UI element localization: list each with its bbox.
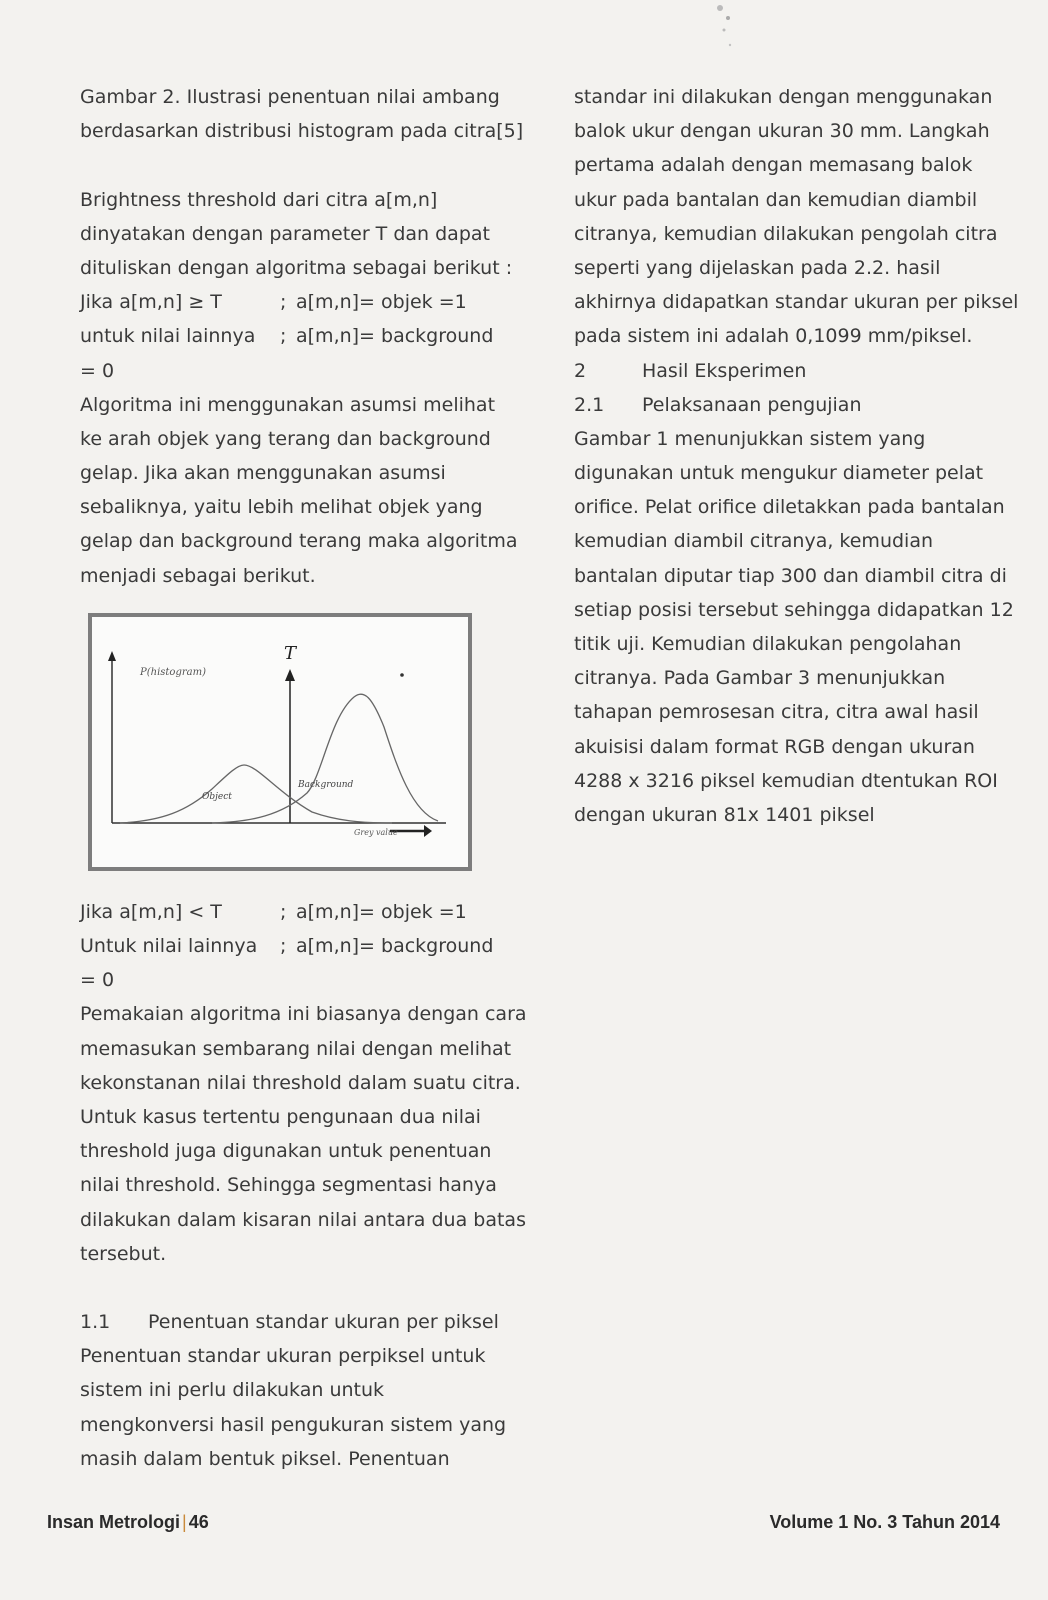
section-title: Hasil Eksperimen <box>642 359 807 382</box>
algo-rule <box>80 319 520 353</box>
section-number: 2 <box>574 359 587 382</box>
paragraph-3 <box>80 1339 520 1476</box>
text-line: pertama adalah dengan memasang balok <box>574 154 973 177</box>
y-axis-label: P(histogram) <box>140 666 206 678</box>
text-line: pada sistem ini adalah 0,1099 mm/piksel. <box>574 325 973 348</box>
rule-tail: = 0 <box>80 969 115 992</box>
section-heading-2-1 <box>574 388 1014 422</box>
text-line: tersebut. <box>80 1242 167 1265</box>
text-line: threshold juga digunakan untuk penentuan <box>80 1140 492 1163</box>
section-title: Penentuan standar ukuran per piksel <box>148 1311 499 1334</box>
rule-condition: untuk nilai lainnya <box>80 325 256 348</box>
caption-line: berdasarkan distribusi histogram pada citra[5] <box>80 120 524 143</box>
threshold-arrow-icon <box>285 669 295 681</box>
y-axis-arrow-icon <box>108 651 116 661</box>
algo-rule <box>80 285 520 319</box>
intro-paragraph <box>80 183 520 286</box>
histogram-diagram <box>92 617 468 867</box>
text-line: 4288 x 3216 piksel kemudian dtentukan ROI <box>574 769 998 792</box>
algorithm-1 <box>80 285 520 388</box>
text-line: standar ini dilakukan dengan menggunakan <box>574 86 993 108</box>
text-line: gelap dan background terang maka algoritma <box>80 530 518 553</box>
text-line: dengan ukuran 81x 1401 piksel <box>574 803 875 826</box>
text-line: ukur pada bantalan dan kemudian diambil <box>574 188 978 211</box>
scan-dust-mark <box>700 0 750 60</box>
rule-result: a[m,n]= background <box>296 325 494 348</box>
algo-rule <box>80 895 520 929</box>
rule-separator: ; <box>280 325 287 348</box>
journal-name: Insan Metrologi <box>47 1512 181 1532</box>
text-line: dinyatakan dengan parameter T dan dapat <box>80 222 490 245</box>
rule-separator: ; <box>280 291 287 314</box>
rule-separator: ; <box>280 935 287 957</box>
figure-frame <box>88 613 472 871</box>
text-line: Brightness threshold dari citra a[m,n] <box>80 188 438 211</box>
text-line: Gambar 1 menunjukkan sistem yang <box>574 427 926 450</box>
text-line: orifice. Pelat orifice diletakkan pada bantalan <box>574 496 1005 519</box>
rule-result: a[m,n]= objek =1 <box>296 900 467 923</box>
rule-condition: Untuk nilai lainnya <box>80 935 258 957</box>
paragraph-standard <box>574 80 1019 354</box>
histogram-figure <box>80 593 520 895</box>
text-line: Pemakaian algoritma ini biasanya dengan cara <box>80 1003 527 1026</box>
text-line: mengkonversi hasil pengukuran sistem yang <box>80 1413 507 1436</box>
text-line: memasukan sembarang nilai dengan melihat <box>80 1037 512 1060</box>
text-line: akuisisi dalam format RGB dengan ukuran <box>574 735 975 758</box>
text-line: ke arah objek yang terang dan background <box>80 427 491 450</box>
rule-separator: ; <box>280 900 287 923</box>
right-column <box>574 80 1019 832</box>
text-line: titik uji. Kemudian dilakukan pengolahan <box>574 633 962 655</box>
rule-result: a[m,n]= background <box>296 935 494 957</box>
rule-condition: Jika a[m,n] < T <box>80 900 222 923</box>
text-line: dituliskan dengan algoritma sebagai berikut : <box>80 256 513 279</box>
section-heading-2 <box>574 354 1014 388</box>
rule-result: a[m,n]= objek =1 <box>296 291 467 314</box>
paragraph-2 <box>80 997 527 1271</box>
section-title: Pelaksanaan pengujian <box>642 393 862 416</box>
caption-line: Gambar 2. Ilustrasi penentuan nilai ambang <box>80 86 500 108</box>
text-line: citranya. Pada Gambar 3 menunjukkan <box>574 667 946 690</box>
section-number: 1.1 <box>80 1311 111 1334</box>
paragraph-experiment <box>574 422 1014 832</box>
background-label: Background <box>298 779 354 790</box>
text-line: sebaliknya, yaitu lebih melihat objek yang <box>80 496 483 519</box>
page-number: 46 <box>188 1512 209 1532</box>
text-line: nilai threshold. Sehingga segmentasi hanya <box>80 1174 497 1197</box>
section-heading-1-1 <box>80 1305 520 1339</box>
figure-caption <box>80 80 524 148</box>
text-line: seperti yang dijelaskan pada 2.2. hasil <box>574 256 941 279</box>
text-line: tahapan pemrosesan citra, citra awal hasil <box>574 701 979 724</box>
algorithm-2 <box>80 895 520 998</box>
rule-condition: Jika a[m,n] ≥ T <box>80 291 222 314</box>
text-line: setiap posisi tersebut sehingga didapatkan 12 <box>574 598 1014 621</box>
threshold-label: T <box>284 642 297 664</box>
paragraph-1 <box>80 388 520 593</box>
text-line: akhirnya didapatkan standar ukuran per piksel <box>574 291 1019 314</box>
text-line: dilakukan dalam kisaran nilai antara dua batas <box>80 1208 526 1231</box>
text-line: menjadi sebagai berikut. <box>80 564 316 587</box>
text-line: Penentuan standar ukuran perpiksel untuk <box>80 1345 486 1368</box>
text-line: Algoritma ini menggunakan asumsi melihat <box>80 393 496 416</box>
x-axis-label: Grey value <box>354 827 398 837</box>
object-distribution-curve <box>120 765 392 823</box>
background-distribution-curve <box>212 694 438 823</box>
text-line: gelap. Jika akan menggunakan asumsi <box>80 462 446 485</box>
text-line: bantalan diputar tiap 300 dan diambil citra di <box>574 564 1007 587</box>
object-label: Object <box>202 791 232 802</box>
text-line: sistem ini perlu dilakukan untuk <box>80 1379 385 1402</box>
footer-volume: Volume 1 No. 3 Tahun 2014 <box>769 1512 1000 1532</box>
text-line: kekonstanan nilai threshold dalam suatu citra. <box>80 1071 521 1094</box>
text-line: Untuk kasus tertentu pengunaan dua nilai <box>80 1105 481 1128</box>
text-line: kemudian diambil citranya, kemudian <box>574 530 934 553</box>
algo-rule <box>80 929 520 963</box>
text-line: masih dalam bentuk piksel. Penentuan <box>80 1447 450 1470</box>
text-line: citranya, kemudian dilakukan pengolah citra <box>574 222 998 245</box>
footer-journal: Insan Metrologi | 46 <box>47 1512 209 1532</box>
section-number: 2.1 <box>574 393 605 416</box>
text-line: balok ukur dengan ukuran 30 mm. Langkah <box>574 120 990 143</box>
rule-tail: = 0 <box>80 359 115 382</box>
text-line: digunakan untuk mengukur diameter pelat <box>574 462 984 485</box>
left-column <box>80 80 527 1476</box>
